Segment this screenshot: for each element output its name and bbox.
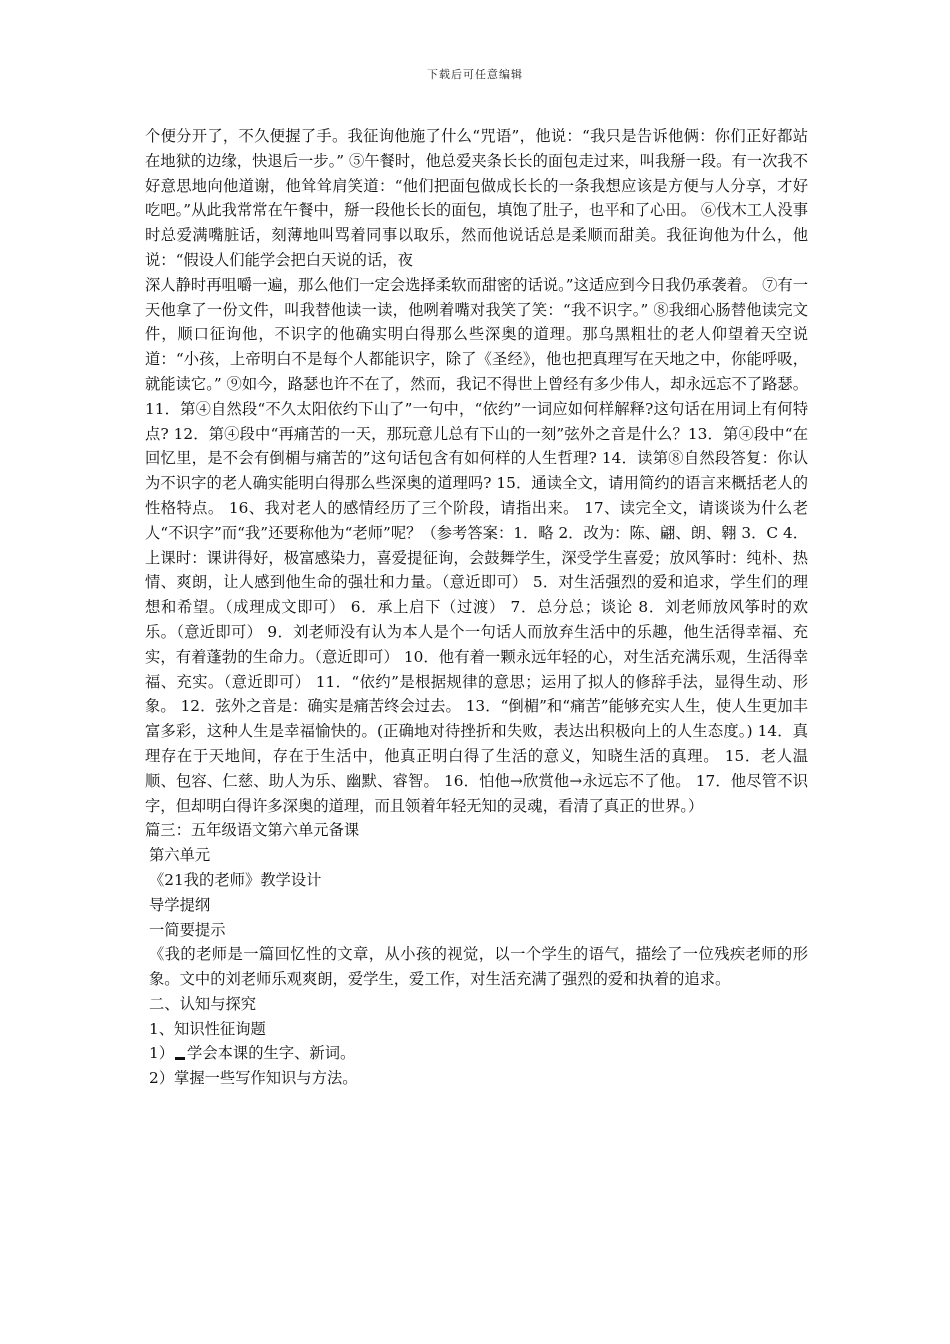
section-brief-heading: 一简要提示 (149, 920, 226, 939)
list-item (145, 1041, 808, 1066)
list-item-number: 1） (149, 1044, 175, 1063)
paragraph-story-and-answers: 深人静时再咀嚼一遍，那么他们一定会选择柔软而甜密的话说。”这适应到今日我仍承袭着。 ⑦有一天他拿了一份文件，叫我替他读一读，他咧着嘴对我笑了笑：“我不识字。” ⑧我细心肠替他读完文件，顺口征询他，不识字的他确实明白得那么些深奥的道理。那乌黑粗壮的老人仰望着天空说道：“小孩，上帝明白不是每个人都能识字，除了《圣经》，他也把真理写在天地之中，你能呼吸，就能读它。” ⑨如今，路瑟也许不在了，然而，我记不得世上曾经有多少伟人，却永远忘不了路瑟。 11．第④自然段“不久太阳依约下山了”一句中，“依约”一词应如何样解释?这句话在用词上有何特点? 12．第④段中“再痛苦的一天，那玩意儿总有下山的一刻”弦外之音是什么？13．第④段中“在回忆里，是不会有倒楣与痛苦的”这句话包含有如何样的人生哲理? 14．读第⑧自然段答复：你认为不识字的老人确实能明白得那么些深奥的道理吗? 15．通读全文，请用简约的语言来概括老人的性格特点。 16、我对老人的感情经历了三个阶段，请指出来。 17、读完全文，请谈谈为什么老人“不识字”而“我”还要称他为“老师”呢？（参考答案：1．略 2．改为：陈、翩、朗、翱 3．C 4．上课时：课讲得好，极富感染力，喜爱提征询，会鼓舞学生，深受学生喜爱；放风筝时：纯朴、热情、爽朗，让人感到他生命的强壮和力量。（意近即可） 5．对生活强烈的爱和追求，学生们的理想和希望。（成理成文即可） 6．承上启下（过渡） 7．总分总；谈论 8．刘老师放风筝时的欢乐。（意近即可） 9．刘老师没有认为本人是个一句话人而放弃生活中的乐趣，他生活得幸福、充实，有着蓬勃的生命力。（意近即可） 10．他有着一颗永远年轻的心，对生活充满乐观，生活得幸福、充实。（意近即可） 11．“依约”是根据规律的意思；运用了拟人的修辞手法，显得生动、形象。 12．弦外之音是：确实是痛苦终会过去。 13．“倒楣”和“痛苦”能够充实人生，使人生更加丰富多彩，这种人生是幸福愉快的。(正确地对待挫折和失败，表达出积极向上的人生态度。) 14．真理存在于天地间，存在于生活中，他真正明白得了生活的意义，知晓生活的真理。 15．老人温顺、包容、仁慈、助人为乐、幽默、睿智。 16．怕他→欣赏他→永远忘不了他。 17．他尽管不识字，但却明白得许多深奥的道理，而且领着年轻无知的灵魂，看清了真正的世界。） (145, 275, 808, 815)
page-header: 下载后可任意编辑 (427, 68, 523, 81)
summary-paragraph: 《我的老师是一篇回忆性的文章，从小孩的视觉，以一个学生的语气，描绘了一位残疾老师的形象。文中的刘老师乐观爽朗，爱学生，爱工作，对生活充满了强烈的爱和执着的追求。 (149, 945, 808, 989)
unit-heading: 第六单元 (149, 846, 211, 865)
document-body (145, 124, 808, 1091)
guide-heading: 导学提纲 (149, 895, 211, 914)
section-cognition-heading: 二、认知与探究 (149, 994, 257, 1013)
lesson-title: 《21我的老师》教学设计 (149, 870, 322, 889)
chapter-title: 篇三：五年级语文第六单元备课 (145, 821, 360, 840)
knowledge-question-heading: 1、知识性征询题 (149, 1019, 266, 1038)
list-item: 2）掌握一些写作知识与方法。 (149, 1069, 358, 1088)
list-item-text: 学会本课的生字、新词。 (187, 1044, 356, 1063)
paragraph-story-part1: 个便分开了，不久便握了手。我征询他施了什么“咒语”，他说：“我只是告诉他俩：你们正好都站在地狱的边缘，快退后一步。” ⑤午餐时，他总爱夹条长长的面包走过来，叫我掰一段。有一次我不好意思地向他道谢，他耸耸肩笑道：“他们把面包做成长长的一条我想应该是方便与人分享，才好吃吧。”从此我常常在午餐中，掰一段他长长的面包，填饱了肚子，也平和了心田。 ⑥伐木工人没事时总爱满嘴脏话，刻薄地叫骂着同事以取乐，然而他说话总是柔顺而甜美。我征询他为什么，他说：“假设人们能学会把白天说的话，夜 (145, 127, 808, 269)
underscore-mark (175, 1057, 185, 1060)
